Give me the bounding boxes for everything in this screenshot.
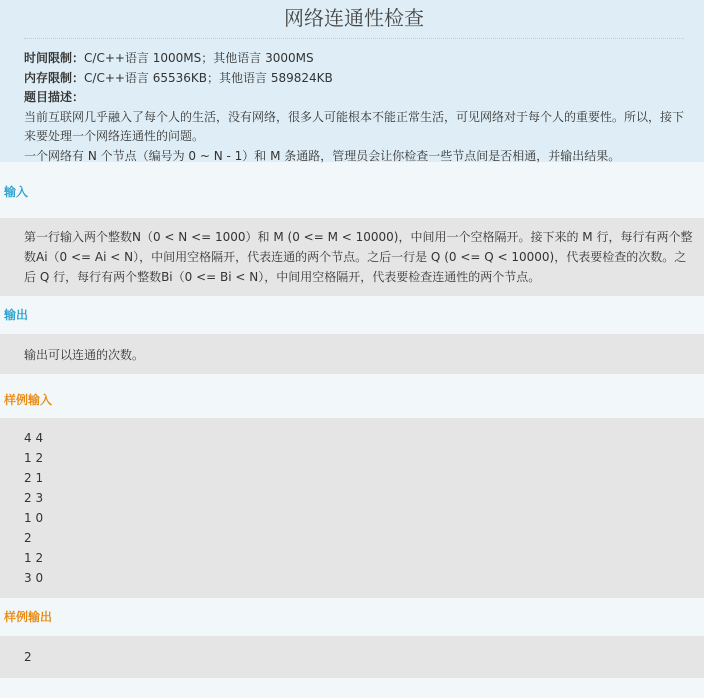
time-limit-value: C/C++语言 1000MS；其他语言 3000MS bbox=[84, 51, 314, 65]
sample-output-label: 样例输出 bbox=[4, 610, 53, 624]
sample-input-line: 2 1 bbox=[24, 471, 44, 485]
page-title: 网络连通性检查 bbox=[24, 4, 684, 39]
memory-limit bbox=[24, 69, 684, 89]
sample-input-box bbox=[0, 418, 704, 598]
memory-limit-label: 内存限制： bbox=[24, 70, 85, 85]
sample-output-box bbox=[0, 636, 704, 678]
input-section-label: 输入 bbox=[4, 185, 29, 199]
output-section-text: 输出可以连通的次数。 bbox=[0, 334, 704, 374]
time-limit bbox=[24, 49, 684, 69]
description-line: 当前互联网几乎融入了每个人的生活，没有网络，很多人可能根本不能正常生活，可见网络对于每个人的重要性。所以，接下来要处理一个网络连通性的问题。 bbox=[24, 109, 685, 143]
output-section-label: 输出 bbox=[4, 308, 29, 322]
input-section-text: 第一行输入两个整数N（0 < N <= 1000）和 M (0 <= M < 10000)，中间用一个空格隔开。接下来的 M 行，每行有两个整数Ai（0 <= Ai < N），中间用空格隔开，代表连通的两个节点。之后一行是 Q (0 <= Q < 10000)，代表要检查的次数。之后 Q 行，每行有两个整数Bi（0 <= Bi < N），中间用空格隔开，代表要检查连通性的两个节点。 bbox=[0, 218, 704, 296]
sample-input-line: 1 2 bbox=[24, 551, 44, 565]
problem-header bbox=[0, 0, 704, 162]
problem-meta bbox=[24, 49, 684, 166]
sample-input-line: 4 4 bbox=[24, 431, 44, 445]
sample-input-line: 2 bbox=[24, 531, 32, 545]
time-limit-label: 时间限制： bbox=[24, 51, 85, 65]
description-label: 题目描述： bbox=[24, 90, 85, 104]
sample-input-line: 1 2 bbox=[24, 451, 44, 465]
sample-input-line: 3 0 bbox=[24, 571, 44, 585]
sample-input-line: 2 3 bbox=[24, 491, 44, 505]
sample-input-line: 1 0 bbox=[24, 511, 44, 525]
sample-input-label: 样例输入 bbox=[4, 393, 53, 407]
description-line: 一个网络有 N 个节点（编号为 0 ~ N - 1）和 M 条通路，管理员会让你检查一些节点间是否相通，并输出结果。 bbox=[24, 148, 621, 163]
sample-output-line: 2 bbox=[24, 650, 32, 664]
memory-limit-value: C/C++语言 65536KB；其他语言 589824KB bbox=[84, 70, 333, 85]
